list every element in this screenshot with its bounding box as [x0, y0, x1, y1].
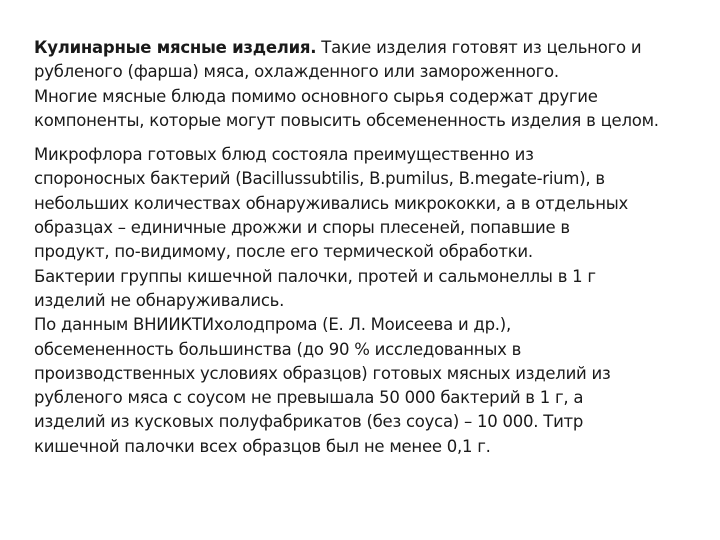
text-line: компоненты, которые могут повысить обсемененность изделия в целом. [34, 110, 659, 130]
text-line: Микрофлора готовых блюд состояла преимущественно из [34, 145, 534, 165]
text-line: изделий из кусковых полуфабрикатов (без соуса) – 10 000. Титр [34, 412, 584, 432]
text-line: Многие мясные блюда помимо основного сырья содержат другие [34, 86, 598, 106]
text-line: продукт, по-видимому, после его термической обработки. [34, 242, 533, 262]
text-line: рубленого (фарша) мяса, охлажденного или замороженного. [34, 62, 559, 82]
paragraph-microflora [34, 143, 694, 459]
text-line: изделий не обнаруживались. [34, 290, 285, 310]
text-line: рубленого мяса с соусом не превышала 50 000 бактерий в 1 г, а [34, 388, 584, 408]
text-run: Такие изделия готовят из цельного и [316, 38, 642, 57]
text-line: Бактерии группы кишечной палочки, протей и сальмонеллы в 1 г [34, 266, 596, 286]
text-line: кишечной палочки всех образцов был не менее 0,1 г. [34, 436, 491, 456]
text-body [34, 36, 694, 459]
text-line [34, 36, 694, 60]
text-line: небольших количествах обнаруживались микрококки, а в отдельных [34, 193, 629, 213]
section-heading: Кулинарные мясные изделия. [34, 38, 317, 57]
text-line: обсемененность большинства (до 90 % исследованных в [34, 339, 522, 359]
text-line: спороносных бактерий (Bacillussubtilis, B.pumilus, B.megate-rium), в [34, 169, 605, 189]
paragraph-intro [34, 36, 694, 133]
text-line: По данным ВНИИКТИхолодпрома (Е. Л. Моисеева и др.), [34, 315, 511, 335]
text-line: производственных условиях образцов) готовых мясных изделий из [34, 363, 611, 383]
text-line: образцах – единичные дрожжи и споры плесеней, попавшие в [34, 218, 570, 238]
